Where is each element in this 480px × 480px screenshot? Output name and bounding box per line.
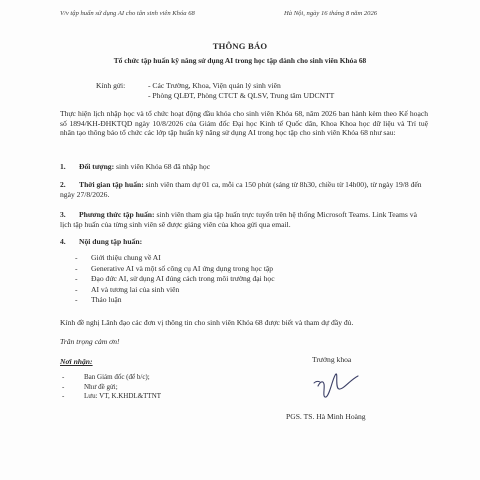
section-method xyxy=(60,210,430,229)
cc-item xyxy=(62,392,161,402)
section-number: 4. xyxy=(60,237,66,246)
cc-item-text: Ban Giám đốc (để b/c); xyxy=(84,373,150,381)
cc-item-text: Như đề gửi; xyxy=(84,382,118,391)
recipients-label: Kính gửi: xyxy=(96,81,126,90)
section-text: sinh viên tham dự 01 ca, mỗi ca 150 phút (sáng từ 8h30, chiều từ 14h00), từ ngày 19/8 đến ngày 27/8/2026. xyxy=(60,180,422,199)
section-heading: Thời gian tập huấn: xyxy=(79,180,144,189)
section-heading: Nội dung tập huấn: xyxy=(79,237,143,246)
bullet-dash: - xyxy=(62,382,65,391)
section-heading: Phương thức tập huấn: xyxy=(79,210,155,219)
cc-item-text: Lưu: VT, K.KHDL&TTNT xyxy=(84,392,162,400)
list-item-text: Generative AI và một số công cụ AI ứng dụng trong học tập xyxy=(91,263,274,273)
list-item-text: Thảo luận xyxy=(91,295,122,304)
content-list xyxy=(75,253,275,306)
list-item-text: Giới thiệu chung về AI xyxy=(91,253,161,262)
bullet-dash: - xyxy=(75,284,78,294)
document-title: THÔNG BÁO xyxy=(212,41,268,51)
document-date: Hà Nội, ngày 16 tháng 8 năm 2026 xyxy=(284,10,378,17)
section-content xyxy=(60,237,430,247)
section-number: 3. xyxy=(60,210,66,219)
section-target xyxy=(60,162,430,172)
recipient-line: - Phòng QLĐT, Phòng CTCT & QLSV, Trung tâm UDCNTT xyxy=(148,91,335,100)
list-item xyxy=(75,285,275,296)
document-reference: V/v tập huấn sử dụng AI cho tân sinh viên Khóa 68 xyxy=(60,10,195,17)
list-item xyxy=(75,274,275,285)
signer-title: Trưởng khoa xyxy=(312,355,352,364)
bullet-dash: - xyxy=(75,253,78,262)
section-number: 1. xyxy=(60,162,66,171)
section-heading: Đối tượng: xyxy=(79,162,115,171)
bullet-dash: - xyxy=(62,373,65,381)
signature-image xyxy=(300,364,370,404)
cc-item xyxy=(62,373,161,383)
thanks-line: Trân trọng cảm ơn! xyxy=(60,337,120,346)
list-item-text: Đạo đức AI, sử dụng AI đúng cách trong môi trường đại học xyxy=(91,274,275,283)
bullet-dash: - xyxy=(75,274,78,283)
section-time xyxy=(60,180,430,199)
closing-paragraph: Kính đề nghị Lãnh đạo các đơn vị thông tin cho sinh viên Khóa 68 được biết và tham dự đầy đủ. xyxy=(60,318,354,327)
cc-item xyxy=(62,383,161,393)
bullet-dash: - xyxy=(75,263,78,273)
recipient-line: - Các Trường, Khoa, Viện quản lý sinh viên xyxy=(148,81,281,90)
document-subtitle: Tổ chức tập huấn kỹ năng sử dụng AI trong học tập dành cho sinh viên Khóa 68 xyxy=(113,56,367,65)
bullet-dash: - xyxy=(62,392,65,400)
list-item xyxy=(75,264,275,275)
list-item-text: AI và tương lai của sinh viên xyxy=(91,284,180,294)
section-number: 2. xyxy=(60,180,66,189)
cc-label: Nơi nhận: xyxy=(60,357,93,366)
list-item xyxy=(75,253,275,264)
list-item xyxy=(75,295,275,306)
intro-paragraph: Thực hiện lịch nhập học và tổ chức hoạt động đầu khóa cho sinh viên Khóa 68, năm 2026 ban hành kèm theo Kế hoạch số 1894/KH-ĐHKTQD ngày 10/8/2026 của Giám đốc Đại học Kinh tế Quốc dân, Khoa Khoa học dữ liệu và Trí tuệ nhân tạo thông báo tổ chức các lớp tập huấn kỹ năng sử dụng AI trong học tập cho sinh viên Khóa 68 như sau: xyxy=(60,109,428,138)
signer-name: PGS. TS. Hà Minh Hoàng xyxy=(286,412,366,421)
cc-list xyxy=(62,373,161,402)
section-text: sinh viên tham gia tập huấn trực tuyến trên hệ thống Microsoft Teams. Link Teams và lịch tập huấn của từng sinh viên sẽ được giảng viên của khoa gửi qua email. xyxy=(60,210,417,229)
section-text: sinh viên Khóa 68 đã nhập học xyxy=(114,162,211,171)
bullet-dash: - xyxy=(75,295,78,304)
